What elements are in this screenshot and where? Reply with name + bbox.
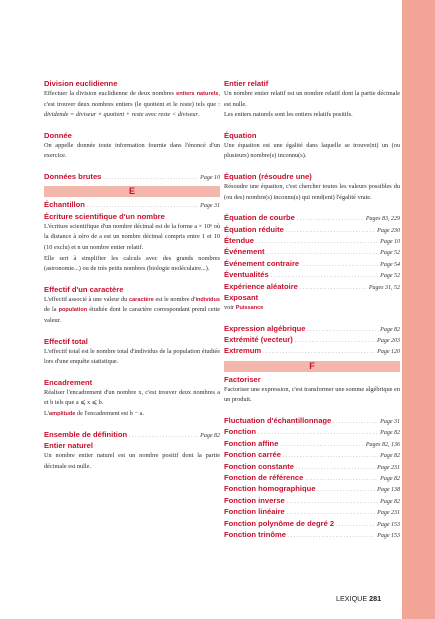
leader-dots (286, 226, 375, 236)
index-entry-label: Équation de courbe (224, 213, 295, 223)
side-color-band (402, 0, 435, 619)
equation-text: Une équation est une égalité dans laquelle se trouve(nt) un (ou plusieurs) nombre(s) inconnu(s). (224, 141, 400, 160)
index-entry-page: Page 231 (377, 510, 400, 517)
index-entry-label: Événement (224, 247, 265, 257)
index-entry-ensemble-definition: Ensemble de définition . . . Page 82 (44, 430, 220, 441)
leader-dots (280, 440, 363, 450)
ecriture-text-2: Elle sert à simplifier les calculs avec des grands nombres (astronomie...) ou de très petits nombres (biologie moléculaire...). (44, 254, 220, 273)
index-entry (224, 496, 400, 507)
index-entry (224, 270, 400, 281)
leader-dots (256, 237, 378, 247)
division-title: Division euclidienne (44, 79, 118, 88)
encadrement-text-1: Réaliser l'encadrement d'un nombre x, c'est trouver deux nombres a et b tels que a ⩽ x ⩽ b. (44, 388, 220, 407)
resolution-title: Équation (résoudre une) (224, 171, 312, 181)
index-entry-page: Page 54 (380, 261, 400, 268)
factoriser-title: Factoriser (224, 374, 261, 384)
index-entry-label: Fonction homographique (224, 484, 316, 494)
index-entry (224, 462, 400, 473)
leader-dots (297, 214, 364, 224)
index-entry (224, 416, 400, 427)
index-entry-page: Page 82 (380, 430, 400, 437)
index-entry (224, 427, 400, 438)
index-entry-page: Page 203 (377, 338, 400, 344)
leader-dots (288, 531, 375, 541)
letter-header-e: E (44, 186, 220, 197)
equation-title: Équation (224, 130, 257, 140)
leader-dots (300, 283, 367, 293)
ecriture-text-1: L'écriture scientifique d'un nombre décimal est de la forme a × 10ⁿ où la distance à zéro de a est un nombre décimal compris entre 1 et 10 (10 exclu) et n un nombre entier relatif. (44, 222, 220, 251)
effectif-caractere-text: L'effectif associé à une valeur du caractère est le nombre d'individus de la population étudiée dont le caractère correspondant prend cette valeur. (44, 295, 220, 324)
page-footer (336, 594, 381, 603)
index-entry-label: Éventualités (224, 270, 269, 280)
index-entry-page: Page 82 (380, 326, 400, 333)
leader-dots (305, 474, 378, 484)
effectif-caractere-title: Effectif d'un caractère (44, 284, 124, 294)
division-text: Effectuer la division euclidienne de deux nombres entiers naturels, c'est trouver deux nombres entiers (le quotient et le reste) tels que : dividende = diviseur × quotient + reste avec reste < diviseur. (44, 90, 220, 119)
index-entry (224, 530, 400, 541)
index-entry (224, 484, 400, 495)
leader-dots (318, 485, 376, 495)
index-entry (224, 519, 400, 530)
index-entry (224, 247, 400, 258)
index-entry (224, 213, 400, 224)
index-entry (224, 335, 400, 346)
leader-dots (263, 347, 375, 357)
index-entry-label: Fonction inverse (224, 495, 285, 505)
resolution-text: Résoudre une équation, c'est chercher toutes les valeurs possibles du (ou des) nombre(s) inconnu(s) qui rend(ent) l'égalité vraie. (224, 182, 400, 201)
index-entry (224, 473, 400, 484)
entier-relatif-text-1: Un nombre entier relatif est un nombre relatif dont la partie décimale est nulle. (224, 90, 400, 108)
index-entry-label: Fonction trinôme (224, 530, 287, 540)
exposant-see-also: voir Puissance (224, 304, 264, 311)
leader-dots (271, 271, 378, 281)
index-entry-page: Page 10 (380, 238, 400, 245)
index-entry (224, 507, 400, 518)
index-entry (224, 282, 400, 293)
index-entry-page: Page 31 (380, 419, 400, 425)
leader-dots (267, 248, 379, 258)
leader-dots (336, 520, 375, 530)
index-entry-label: Extrémité (vecteur) (224, 335, 293, 344)
index-entry (224, 259, 400, 270)
effectif-total-title: Effectif total (44, 336, 88, 346)
entier-relatif-text-2: Les entiers naturels sont les entiers relatifs positifs. (224, 111, 353, 119)
entier-relatif-title: Entier relatif (224, 79, 269, 88)
index-entry-page: Page 52 (380, 250, 400, 257)
index-entry-page: Page 82 (380, 476, 400, 483)
leader-dots (287, 497, 378, 507)
index-entry-page: Pages 83, 229 (365, 216, 400, 223)
right-column (224, 79, 400, 541)
index-entry-label: Étendue (224, 235, 254, 245)
index-entry-label: Extremum (224, 346, 262, 356)
index-entry-label: Fonction de référence (224, 473, 304, 483)
encadrement-text-2: L'amplitude de l'encadrement est b − a. (44, 409, 144, 417)
index-entry-label: Fonction carrée (224, 450, 281, 460)
index-entry (224, 439, 400, 450)
index-entry-page: Page 120 (377, 349, 400, 356)
index-entry-label: Fonction (224, 427, 257, 437)
leader-dots (307, 325, 378, 335)
leader-dots (301, 260, 378, 270)
leader-dots (283, 451, 378, 461)
index-entry-echantillon: Échantillon . . . Page 31 (44, 200, 220, 211)
ecriture-title: Écriture scientifique d'un nombre (44, 211, 165, 221)
index-entry-label: Fonction affine (224, 438, 279, 448)
leader-dots (258, 428, 378, 438)
index-entry-label: Événement contraire (224, 258, 300, 268)
leader-dots (295, 336, 375, 346)
index-entry-page: Page 138 (377, 487, 400, 494)
index-entry-page: Page 153 (377, 533, 400, 540)
index-entry-page: Page 52 (380, 273, 400, 280)
leader-dots (333, 417, 378, 427)
index-entry-page: Page 231 (377, 464, 400, 471)
index-entry-label: Fonction linéaire (224, 507, 285, 517)
left-column (44, 79, 220, 472)
entier-naturel-title: Entier naturel (44, 440, 93, 450)
index-entry (224, 225, 400, 236)
donnee-text: On appelle donnée toute information fournie dans l'énoncé d'un exercice. (44, 141, 220, 160)
index-entry (224, 450, 400, 461)
donnee-title: Donnée (44, 130, 72, 140)
factoriser-text: Factoriser une expression, c'est transformer une somme algébrique en un produit. (224, 385, 400, 404)
index-entry-label: Fonction constante (224, 461, 295, 471)
index-entry-label: Fluctuation d'échantillonnage (224, 416, 332, 425)
index-entry (224, 236, 400, 247)
leader-dots (287, 508, 375, 518)
index-entry-page: Pages 31, 52 (368, 284, 400, 291)
index-entry-page: Pages 82, 136 (365, 441, 400, 448)
letter-header-f: F (224, 361, 400, 372)
index-entry-label: Fonction polynôme de degré 2 (224, 518, 335, 528)
index-entry-label: Équation réduite (224, 224, 284, 234)
effectif-total-text: L'effectif total est le nombre total d'individus de la population étudiée lors d'une enquête statistique. (44, 347, 220, 366)
exposant-title: Exposant (224, 293, 259, 302)
footer-section: LEXIQUE (336, 594, 368, 603)
footer-page-number: 281 (369, 594, 382, 603)
exposant-ref-link[interactable]: Puissance (235, 305, 264, 311)
index-entry (224, 324, 400, 335)
index-entry-donnees-brutes: Données brutes . . . Page 10 (44, 172, 220, 183)
index-entry-label: Expression algébrique (224, 323, 306, 333)
encadrement-title: Encadrement (44, 377, 93, 387)
index-entry-page: Page 82 (380, 453, 400, 460)
index-entry-page: Page 230 (377, 227, 400, 234)
index-entry-page: Page 82 (380, 498, 400, 505)
index-entry-label: Expérience aléatoire (224, 281, 298, 291)
index-entry (224, 346, 400, 357)
leader-dots (296, 463, 375, 473)
entier-naturel-text: Un nombre entier naturel est un nombre positif dont la partie décimale est nulle. (44, 451, 220, 470)
index-entry-page: Page 153 (377, 521, 400, 528)
